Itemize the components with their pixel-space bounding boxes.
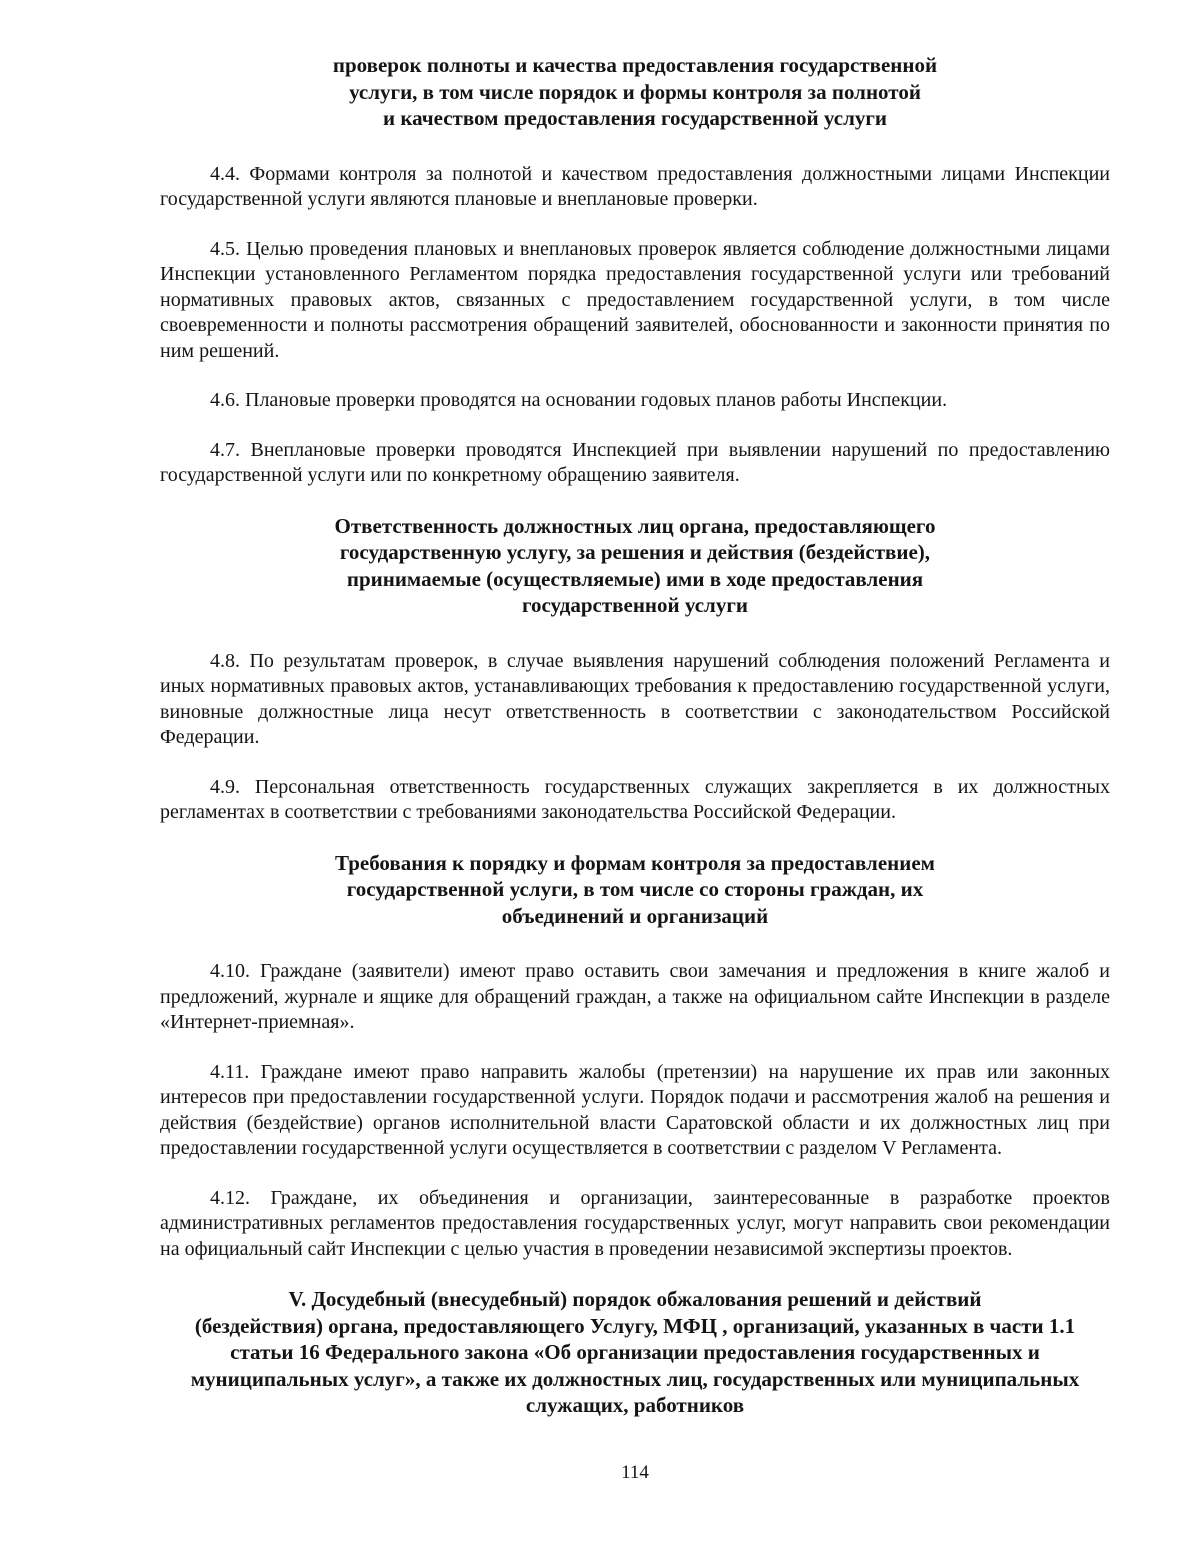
paragraph-4-10: 4.10. Граждане (заявители) имеют право оставить свои замечания и предложения в книге жалоб и предложений, журнале и ящике для обращений граждан, а также на официальном сайте Инспекции в разделе «Интернет-приемная». xyxy=(160,960,1110,1033)
paragraph-4-4: 4.4. Формами контроля за полнотой и качеством предоставления должностными лицами Инспекции государственной услуги являются плановые и внеплановые проверки. xyxy=(160,162,1110,210)
heading-line: служащих, работников xyxy=(525,1393,745,1417)
section-heading-requirements xyxy=(160,850,1110,930)
heading-line: Ответственность должностных лиц органа, предоставляющего xyxy=(334,513,936,538)
heading-line: услуги, в том числе порядок и формы контроля за полнотой xyxy=(349,79,921,104)
heading-line: статьи 16 Федерального закона «Об организации предоставления государственных и xyxy=(230,1340,1040,1364)
heading-line: Требования к порядку и формам контроля за предоставлением xyxy=(335,850,935,875)
document-page xyxy=(160,52,1110,1419)
heading-line: государственной услуги, в том числе со стороны граждан, их xyxy=(346,877,924,901)
paragraph-4-9: 4.9. Персональная ответственность государственных служащих закрепляется в их должностных регламентах в соответствии с требованиями законодательства Российской Федерации. xyxy=(160,775,1110,823)
heading-line: принимаемые (осуществляемые) ими в ходе предоставления xyxy=(346,566,924,591)
heading-line: объединений и организаций xyxy=(501,903,769,928)
section-heading-pretrial-appeal xyxy=(160,1286,1110,1419)
paragraph-4-8: 4.8. По результатам проверок, в случае выявления нарушений соблюдения положений Регламента и иных нормативных правовых актов, устанавливающих требования к предоставлению государственной услуги, виновные должностные лица несут ответственность в соответствии с законодательством Российской Федерации. xyxy=(160,649,1110,748)
heading-line: и качеством предоставления государственной услуги xyxy=(383,106,887,130)
heading-line: проверок полноты и качества предоставления государственной xyxy=(332,53,938,77)
paragraph-4-6: 4.6. Плановые проверки проводятся на основании годовых планов работы Инспекции. xyxy=(210,389,948,411)
section-heading-responsibility xyxy=(160,513,1110,619)
page-number: 114 xyxy=(621,1462,649,1483)
section-heading-control-procedure xyxy=(160,52,1110,132)
paragraph-4-7: 4.7. Внеплановые проверки проводятся Инспекцией при выявлении нарушений по предоставлению государственной услуги или по конкретному обращению заявителя. xyxy=(160,438,1110,486)
paragraph-4-11: 4.11. Граждане имеют право направить жалобы (претензии) на нарушение их прав или законных интересов при предоставлении государственной услуги. Порядок подачи и рассмотрения жалоб на решения и действия (бездействие) органов исполнительной власти Саратовской области и их должностных лиц при предоставлении государственной услуги осуществляется в соответствии с разделом V Регламента. xyxy=(160,1060,1110,1159)
paragraph-4-5: 4.5. Целью проведения плановых и внеплановых проверок является соблюдение должностными лицами Инспекции установленного Регламентом порядка предоставления государственной услуги или требований нормативных правовых актов, связанных с предоставлением государственной услуги, в том числе своевременности и полноты рассмотрения обращений заявителей, обоснованности и законности принятия по ним решений. xyxy=(160,237,1110,362)
heading-line: (бездействия) органа, предоставляющего Услугу, МФЦ , организаций, указанных в части 1.1 xyxy=(194,1313,1076,1338)
paragraph-4-12: 4.12. Граждане, их объединения и организации, заинтересованные в разработке проектов административных регламентов предоставления государственных услуг, могут направить свои рекомендации на официальный сайт Инспекции с целью участия в проведении независимой экспертизы проектов. xyxy=(160,1186,1110,1260)
heading-line: государственной услуги xyxy=(522,593,748,617)
heading-line: муниципальных услуг», а также их должностных лиц, государственных или муниципальных xyxy=(190,1366,1080,1391)
heading-line: V. Досудебный (внесудебный) порядок обжалования решений и действий xyxy=(288,1287,982,1311)
heading-line: государственную услугу, за решения и действия (бездействие), xyxy=(339,540,931,564)
